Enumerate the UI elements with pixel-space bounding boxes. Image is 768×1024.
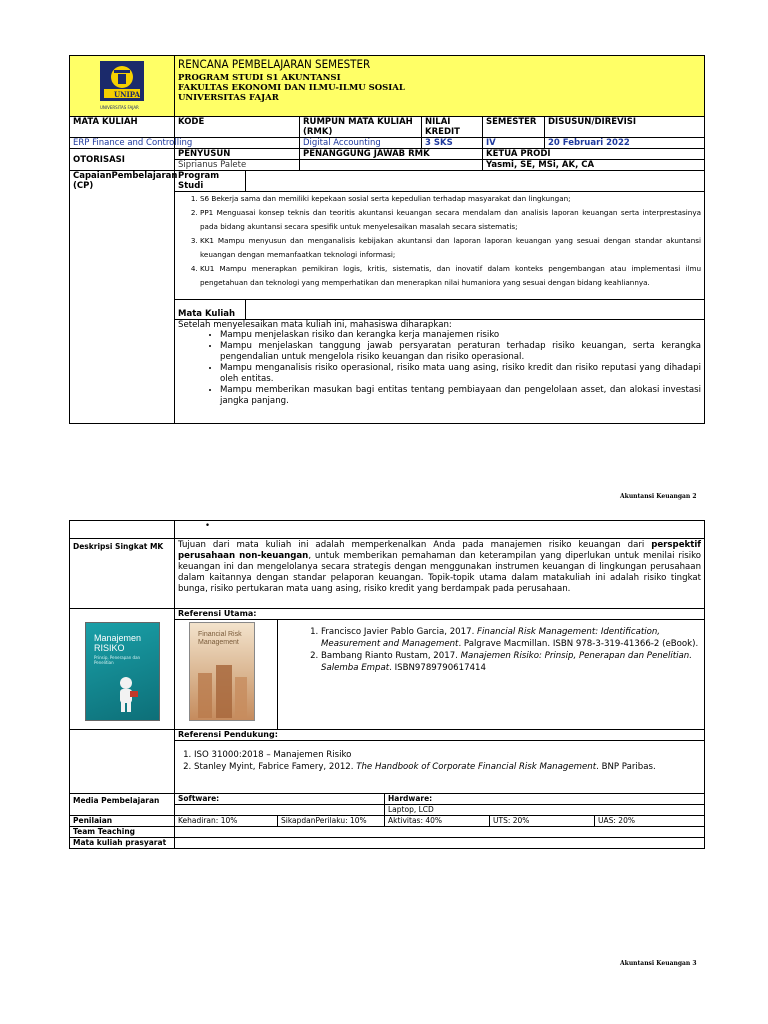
- list-item: 4. KU1 Mampu menerapkan pemikiran logis, kritis, sistematis, dan inovatif dalam konteks pengembangan atau implementasi ilmu pengetahuan dan teknologi yang memperhatikan dan menerapkan nilai humaniora yang sesuai dengan bidang keahliannya.: [200, 262, 701, 290]
- deskripsi-post: , untuk memberikan pemahaman dan keterampilan yang diperlukan untuk menilai risiko keuangan ini dan mengelolanya secara strategis dengan menggunakan instrumen keuangan di lingkungan perusahaan dalam kaitannya dengan standar pelaporan keuangan. Topik-topik utama dalam matakuliah ini adalah risiko tingkat bunga, risiko pertukaran mata uang asing, risiko kredit yang berdampak pada perusahaan.: [178, 551, 702, 594]
- logo-subtext: UNIVERSITAS FAJAR: [100, 105, 139, 110]
- program-studi-header-blank: [246, 171, 705, 192]
- prasyarat-value: [175, 838, 705, 849]
- ref-utama-label: Referensi Utama:: [175, 609, 705, 620]
- deskripsi-pre: Tujuan dari mata kuliah ini adalah memperkenalkan Anda pada manajemen risiko keuangan dari: [178, 540, 652, 550]
- blank-cell: [70, 741, 175, 794]
- team-teaching-value: [175, 827, 705, 838]
- value-rumpun: Digital Accounting: [300, 138, 422, 149]
- list-item: 1. ISO 31000:2018 – Manajemen Risiko: [194, 749, 701, 761]
- penyusun-label: PENYUSUN: [175, 149, 300, 160]
- penanggung-jawab-value: [300, 160, 483, 171]
- list-item: 3. KK1 Mampu menyusun dan menganalisis kebijakan akuntansi dan laporan laporan keuangan yang sesuai dengan standar akuntansi keuangan dengan memanfaatkan teknologi informasi;: [200, 234, 701, 262]
- col-header-nilai-kredit: NILAI KREDIT: [422, 117, 483, 138]
- col-header-kode: KODE: [175, 117, 300, 138]
- rps-table-page2: [69, 520, 704, 849]
- page-footer: Akuntansi Keuangan 2: [620, 493, 697, 500]
- program-studi-label: Program Studi: [175, 171, 246, 192]
- otorisasi-label: OTORISASI: [70, 149, 175, 171]
- prasyarat-label: Mata kuliah prasyarat: [70, 838, 175, 849]
- list-item: • Mampu menjelaskan risiko dan kerangka kerja manajemen risiko: [220, 330, 701, 341]
- list-item: 1. Francisco Javier Pablo Garcia, 2017. Financial Risk Management: Identification, Measurement and Management. Palgrave Macmillan. ISBN 978-3-319-41366-2 (eBook).: [321, 626, 701, 650]
- hardware-label: Hardware:: [385, 794, 705, 805]
- rps-table: [69, 55, 704, 424]
- software-label: Software:: [175, 794, 385, 805]
- col-header-semester: SEMESTER: [483, 117, 545, 138]
- list-item: 2. Bambang Rianto Rustam, 2017. Manajemen Risiko: Prinsip, Penerapan dan Penelitian. Salemba Empat. ISBN9789790617414: [321, 650, 701, 674]
- ketua-prodi-label: KETUA PRODI: [483, 149, 705, 160]
- value-nilai-kredit: 3 SKS: [422, 138, 483, 149]
- cpmk-list: [178, 330, 701, 407]
- cpmk-cell: [175, 320, 705, 424]
- mata-kuliah-label: Mata Kuliah: [175, 300, 246, 320]
- blank-cell: [70, 730, 175, 741]
- page-title: RENCANA PEMBELAJARAN SEMESTER: [178, 57, 371, 71]
- list-item: 1. S6 Bekerja sama dan memiliki kepekaan sosial serta kepedulian terhadap masyarakat dan lingkungan;: [200, 192, 701, 206]
- ref-pendukung-list: [178, 749, 701, 773]
- deskripsi-bold: perspektif perusahaan non-keuangan: [178, 540, 702, 561]
- media-label: Media Pembelajaran: [70, 794, 175, 816]
- book1-subtitle: Prinsip, Penerapan dan Penelitian: [94, 655, 141, 665]
- list-item: 2. PP1 Menguasai konsep teknis dan teoritis akuntansi keuangan secara mendalam dan analisis laporan keuangan serta interprestasinya pada bidang akuntansi secara spesifik untuk menyelesaikan masalah secara sistematis;: [200, 206, 701, 234]
- blank-label-cell: [70, 521, 175, 539]
- bullet: •: [205, 521, 211, 531]
- book2-title: Financial Risk Management: [198, 631, 242, 646]
- header-line: UNIVERSITAS FAJAR: [178, 93, 279, 103]
- value-semester: IV: [483, 138, 545, 149]
- mata-kuliah-header-blank: [246, 300, 705, 320]
- ref-utama-cell: [278, 620, 705, 730]
- col-header-mata-kuliah: MATA KULIAH: [70, 117, 175, 138]
- penilaian-item: UAS: 20%: [595, 816, 705, 827]
- penyusun-value: Siprianus Palete: [175, 160, 300, 171]
- book1-title: Manajemen RISIKO: [94, 633, 142, 653]
- page-footer: Akuntansi Keuangan 3: [620, 960, 697, 967]
- list-item: • Mampu menganalisis risiko operasional, risiko mata uang asing, risiko kredit dan risiko reputasi yang dihadapi oleh entitas.: [220, 363, 701, 385]
- header-line: FAKULTAS EKONOMI DAN ILMU-ILMU SOSIAL: [178, 83, 405, 93]
- program-studi-cpl: [175, 192, 705, 300]
- ref-utama-list: [281, 626, 701, 674]
- logo-cell: [70, 56, 175, 117]
- ref-pendukung-cell: [175, 741, 705, 794]
- penilaian-item: SikapdanPerilaku: 10%: [278, 816, 385, 827]
- col-header-rumpun: RUMPUN MATA KULIAH (RMK): [300, 117, 422, 138]
- book-cover-manajemen-risiko: [85, 622, 160, 721]
- book2-buildings: [190, 663, 254, 718]
- hardware-value: Laptop, LCD: [385, 805, 705, 816]
- ketua-prodi-value: Yasmi, SE, MSi, AK, CA: [483, 160, 705, 171]
- value-mata-kuliah: ERP Finance and Controlling: [70, 138, 175, 149]
- deskripsi-text: [175, 539, 705, 609]
- header-line: PROGRAM STUDI S1 AKUNTANSI: [178, 73, 341, 83]
- software-value: [175, 805, 385, 816]
- team-teaching-label: Team Teaching: [70, 827, 175, 838]
- penilaian-item: UTS: 20%: [490, 816, 595, 827]
- cp-label: CapaianPembelajaran (CP): [70, 171, 175, 424]
- bullet-cell: [175, 521, 705, 539]
- cpmk-intro: Setelah menyelesaikan mata kuliah ini, mahasiswa diharapkan:: [178, 320, 452, 330]
- penilaian-item: Aktivitas: 40%: [385, 816, 490, 827]
- header-cell: [175, 56, 705, 117]
- blank-cell: [70, 609, 175, 620]
- penanggung-jawab-label: PENANGGUNG JAWAB RMK: [300, 149, 483, 160]
- cpl-list: [178, 192, 701, 290]
- list-item: • Mampu menjelaskan tanggung jawab persyaratan peraturan terhadap risiko keuangan, serta kerangka pengendalian untuk mengelola risiko keuangan dan risiko operasional.: [220, 341, 701, 363]
- list-item: 2. Stanley Myint, Fabrice Famery, 2012. The Handbook of Corporate Financial Risk Management. BNP Paribas.: [194, 761, 701, 773]
- col-header-disusun: DISUSUN/DIREVISI: [545, 117, 705, 138]
- value-disusun: 20 Februari 2022: [545, 138, 705, 149]
- book-cover-financial-risk-management: [189, 622, 255, 721]
- list-item: • Mampu memberikan masukan bagi entitas tentang pembiayaan dan pengelolaan asset, dan alokasi investasi jangka panjang.: [220, 385, 701, 407]
- book1-figure: [86, 675, 159, 715]
- logo-text: UNIPA: [114, 90, 140, 99]
- deskripsi-label: Deskripsi Singkat MK: [70, 539, 175, 609]
- value-kode: [175, 138, 300, 149]
- penilaian-label: Penilaian: [70, 816, 175, 827]
- penilaian-item: Kehadiran: 10%: [175, 816, 278, 827]
- ref-pendukung-label: Referensi Pendukung:: [175, 730, 705, 741]
